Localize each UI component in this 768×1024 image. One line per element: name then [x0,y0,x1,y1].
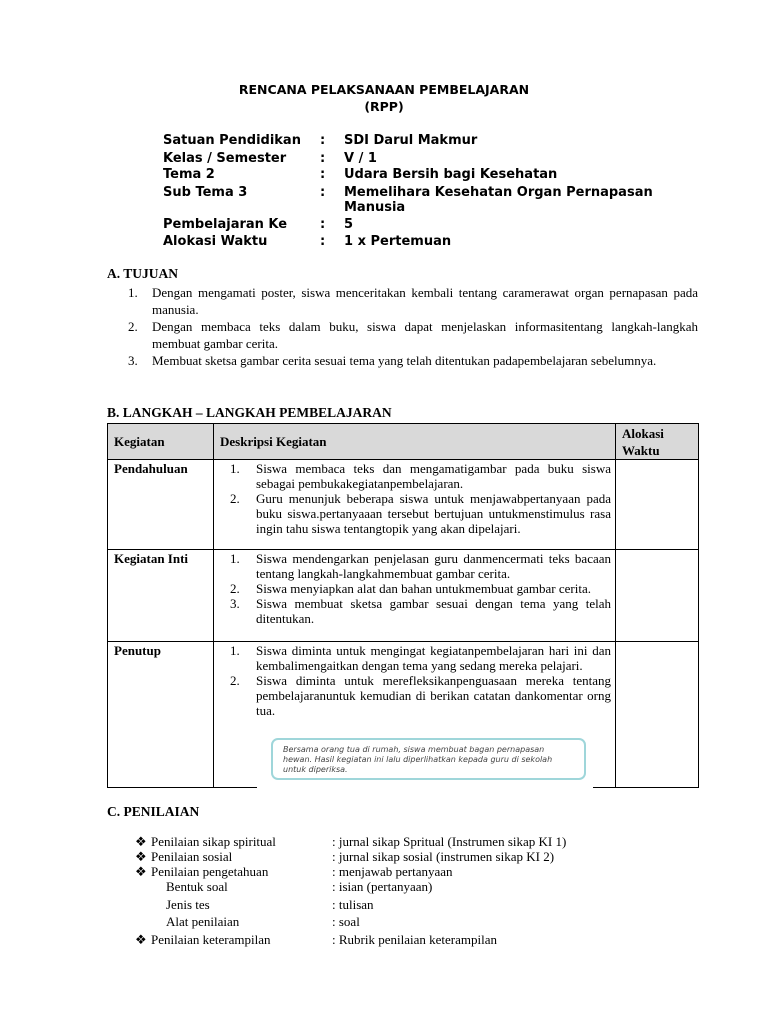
row-alokasi [616,550,699,642]
diamond-bullet-icon: ❖ [135,849,147,864]
info-label: Alokasi Waktu [163,234,268,249]
penilaian-value: : soal [332,914,360,929]
info-colon: : [320,151,326,166]
penilaian-label: Alat penilaian [166,914,240,929]
document-title: RENCANA PELAKSANAAN PEMBELAJARAN [238,82,530,97]
info-colon: : [320,185,326,200]
info-label: Satuan Pendidikan [163,133,301,148]
header-alokasi: Alokasi Waktu [616,424,699,460]
list-text: Dengan mengamati poster, siswa menceritakan kembali tentang caramerawat organ pernapasan pada manusia. [152,285,698,317]
list-item [214,461,615,491]
poster-snippet: Bersama orang tua di rumah, siswa membuat bagan pernapasan hewan. Hasil kegiatan ini lalu diperlihatkan kepada guru di sekolah untuk diperiksa. [271,738,586,780]
penilaian-label: Jenis tes [166,897,210,912]
info-label: Kelas / Semester [163,151,287,166]
row-kegiatan: Kegiatan Inti [108,550,214,642]
row-alokasi [616,460,699,550]
activity-table [107,423,699,788]
info-value: Udara Bersih bagi Kesehatan [344,167,558,182]
list-text: Siswa diminta untuk merefleksikanpenguasaan mereka tentang pembelajaranuntuk kemudian di berikan catatan dankomentar orng tua. [256,673,611,718]
row-alokasi [616,642,699,788]
penilaian-label: Bentuk soal [166,879,228,894]
list-item [128,352,698,369]
header-kegiatan: Kegiatan [108,424,214,460]
document-subtitle: (RPP) [364,99,404,114]
info-colon: : [320,133,326,148]
info-value: Memelihara Kesehatan Organ Pernapasan Manusia [344,185,653,215]
table-header-row [108,424,699,460]
list-item [128,284,698,318]
penilaian-value: : isian (pertanyaan) [332,879,433,894]
list-item [214,491,615,536]
section-heading-langkah: B. LANGKAH – LANGKAH PEMBELAJARAN [107,405,392,420]
list-item [128,318,698,352]
list-number: 1. [128,285,138,300]
table-row [108,460,699,550]
list-item [214,643,615,673]
penilaian-label: Penilaian keterampilan [151,932,271,947]
list-item [214,581,615,596]
penilaian-value: : menjawab pertanyaan [332,864,453,879]
info-label: Sub Tema 3 [163,185,248,200]
list-number: 1. [230,551,240,566]
penilaian-value: : Rubrik penilaian keterampilan [332,932,497,947]
info-label: Pembelajaran Ke [163,217,288,232]
list-text: Siswa diminta untuk mengingat kegiatanpembelajaran hari ini dan kembalimengaitkan dengan tema yang sedang mereka pelajari. [256,643,611,673]
diamond-bullet-icon: ❖ [135,834,147,849]
list-text: Guru menunjuk beberapa siswa untuk menjawabpertanyaan pada buku siswa.pertanyaaan tersebut bertujuan untukmenstimulus rasa ingin tahu siswa tentangtopik yang akan dipelajari. [256,491,611,536]
row-kegiatan: Pendahuluan [108,460,214,550]
list-text: Dengan membaca teks dalam buku, siswa dapat menjelaskan informasitentang langkah-langkah membuat gambar cerita. [152,319,698,351]
list-number: 3. [128,353,138,368]
penilaian-label: Penilaian sosial [151,849,233,864]
info-colon: : [320,234,326,249]
list-number: 2. [230,673,240,688]
tujuan-list [128,284,698,369]
penilaian-value: : tulisan [332,897,374,912]
section-heading-tujuan: A. TUJUAN [107,266,179,281]
list-number: 2. [230,581,240,596]
info-value: 5 [344,217,354,232]
snippet-overlap [257,786,593,796]
table-row [108,550,699,642]
list-number: 2. [230,491,240,506]
info-colon: : [320,167,326,182]
penilaian-value: : jurnal sikap Spritual (Instrumen sikap KI 1) [332,834,567,849]
list-number: 1. [230,461,240,476]
penilaian-label: Penilaian pengetahuan [151,864,269,879]
header-deskripsi: Deskripsi Kegiatan [214,424,616,460]
info-value: SDI Darul Makmur [344,133,478,148]
section-heading-penilaian: C. PENILAIAN [107,804,200,819]
list-number: 3. [230,596,240,611]
info-colon: : [320,217,326,232]
penilaian-value: : jurnal sikap sosial (instrumen sikap KI 2) [332,849,555,864]
info-value: V / 1 [344,151,377,166]
list-text: Siswa mendengarkan penjelasan guru danmencermati teks bacaan tentang langkah-langkahmembuat gambar cerita. [256,551,611,581]
list-item [214,673,615,718]
list-number: 1. [230,643,240,658]
info-value: 1 x Pertemuan [344,234,452,249]
list-number: 2. [128,319,138,334]
list-item [214,551,615,581]
row-deskripsi [214,460,616,550]
row-deskripsi [214,550,616,642]
list-item [214,596,615,626]
penilaian-label: Penilaian sikap spiritual [151,834,276,849]
list-text: Siswa membaca teks dan mengamatigambar pada buku siswa sebagai pembukakegiatanpembelajaran. [256,461,611,491]
diamond-bullet-icon: ❖ [135,932,147,947]
row-kegiatan: Penutup [108,642,214,788]
list-text: Siswa menyiapkan alat dan bahan untukmembuat gambar cerita. [256,581,591,596]
info-label: Tema 2 [163,167,215,182]
diamond-bullet-icon: ❖ [135,864,147,879]
list-text: Siswa membuat sketsa gambar sesuai dengan tema yang telah ditentukan. [256,596,611,626]
list-text: Membuat sketsa gambar cerita sesuai tema yang telah ditentukan padapembelajaran sebelumnya. [152,353,657,368]
